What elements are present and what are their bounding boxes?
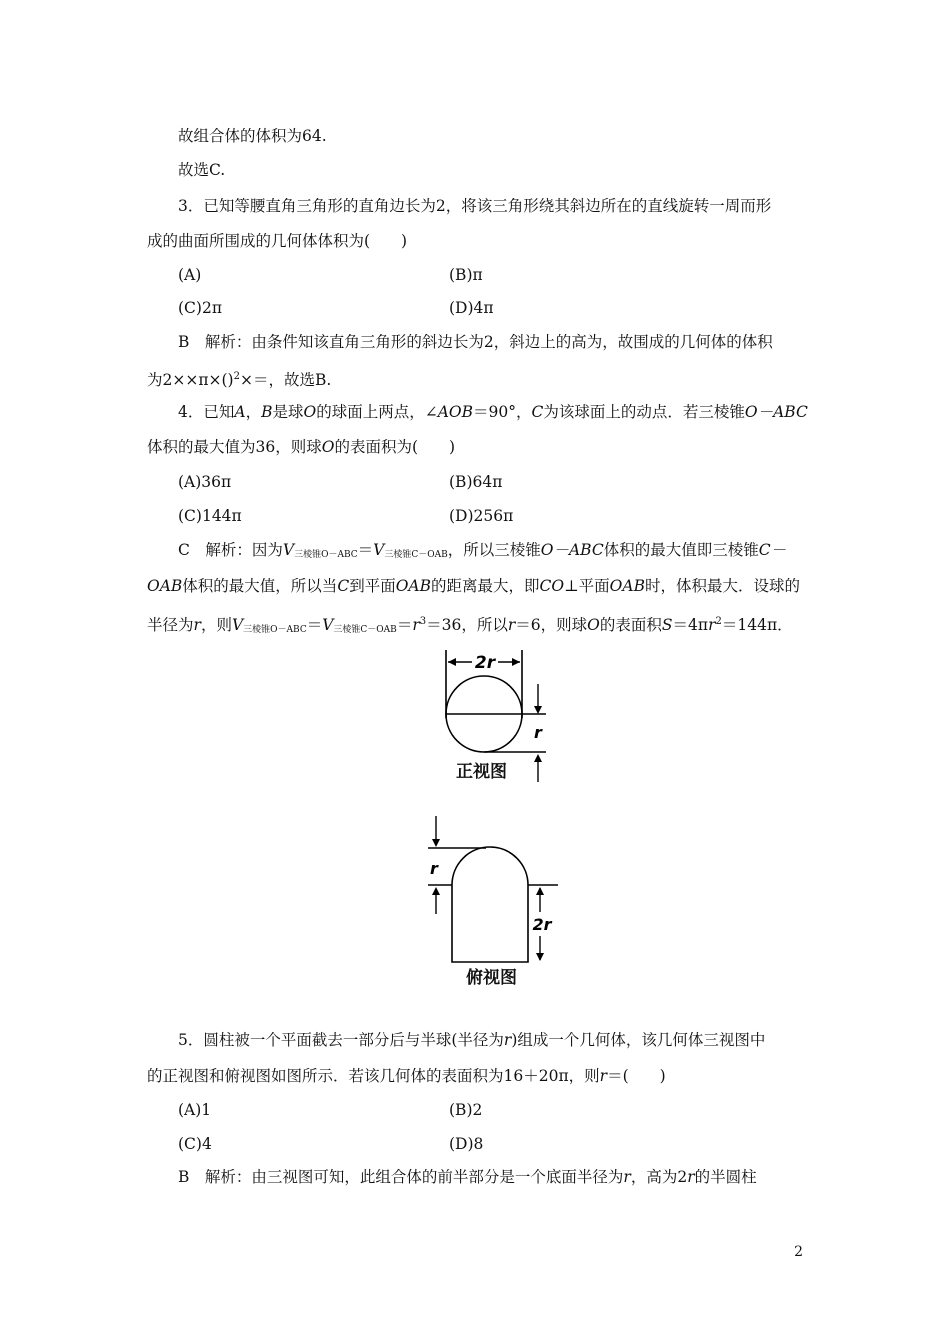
option-b	[449, 265, 483, 285]
var: B	[261, 403, 273, 421]
var: OAB	[147, 577, 183, 595]
text: 体积的最大值，所以当	[182, 577, 338, 595]
option-a	[178, 265, 201, 285]
superscript: 3	[419, 616, 427, 627]
text: 3．已知等腰直角三角形的直角边长为2，将该三角形绕其斜边所在的直线旋转一周而形	[178, 197, 772, 215]
answer-3-line-1	[178, 332, 773, 352]
text: ×＝，故选B.	[239, 371, 332, 389]
subscript: 三棱锥C－OAB	[333, 625, 397, 635]
option-c	[178, 506, 242, 526]
text: (A)1	[178, 1101, 212, 1119]
arrowhead	[432, 887, 440, 895]
text: 体积的最大值为36，则球	[147, 438, 322, 456]
text: 的距离最大，即	[431, 577, 540, 595]
answer-4-line-1	[178, 540, 786, 565]
var: O	[303, 403, 317, 421]
var: O	[321, 438, 335, 456]
text: 时，体积最大．设球的	[644, 577, 800, 595]
var: r	[687, 1168, 695, 1186]
text: 故选C.	[178, 161, 226, 179]
subscript: 三棱锥O－ABC	[294, 550, 358, 560]
arrowhead	[432, 839, 440, 847]
text: 为该球面上的动点．若三棱锥	[543, 403, 745, 421]
var: r	[623, 1168, 631, 1186]
dim-label-2r: 2r	[532, 915, 552, 934]
var: S	[661, 616, 673, 634]
option-d	[449, 506, 513, 526]
superscript: 2	[715, 616, 722, 627]
option-b	[449, 472, 502, 492]
answer-4-line-3	[147, 612, 793, 640]
var: AOB	[437, 403, 474, 421]
text: B 解析：由条件知该直角三角形的斜边长为2，斜边上的高为，故围成的几何体的体积	[178, 333, 773, 351]
text: (C)2π	[178, 299, 223, 317]
text: ＝6，则球	[515, 616, 588, 634]
text: ＝( )	[607, 1067, 666, 1085]
dim-label-2r: 2r	[474, 653, 496, 673]
text: ＝36，所以	[426, 616, 508, 634]
var: r	[507, 616, 516, 634]
text: ，所以三棱锥	[447, 541, 541, 559]
option-a	[178, 1100, 211, 1120]
text: 4．已知	[178, 403, 235, 421]
text: 是球	[272, 403, 304, 421]
text-line	[178, 160, 225, 180]
var: V	[282, 541, 295, 559]
var: O	[587, 616, 600, 634]
text: B 解析：由三视图可知，此组合体的前半部分是一个底面半径为	[178, 1168, 624, 1186]
text: 的正视图和俯视图如图所示．若该几何体的表面积为16＋20π，则	[147, 1067, 600, 1085]
arrowhead	[536, 953, 544, 961]
text: ＝144π．	[721, 616, 793, 634]
text: (B)π	[449, 266, 483, 284]
arrowhead	[536, 887, 544, 895]
question-4-line-2	[147, 437, 455, 457]
question-4-line-1	[178, 402, 808, 422]
text: ，高为2	[630, 1168, 688, 1186]
question-5-line-2	[147, 1066, 666, 1086]
var: OAB	[609, 577, 645, 595]
text-line	[178, 126, 327, 146]
option-c	[178, 298, 222, 318]
text: ，	[245, 403, 262, 421]
question-3-line-2	[147, 231, 407, 251]
arrowhead	[448, 658, 456, 666]
var: r	[412, 616, 420, 634]
text: ＝4π	[672, 616, 709, 634]
arrowhead	[534, 754, 542, 762]
text: 的半圆柱	[694, 1168, 757, 1186]
question-3-line-1	[178, 196, 771, 216]
var: CO	[539, 577, 565, 595]
text: ＝90°，	[473, 403, 532, 421]
option-d	[449, 298, 494, 318]
text: (D)8	[449, 1135, 484, 1153]
var: C	[531, 403, 544, 421]
var: r	[503, 1031, 512, 1049]
top-view-figure	[410, 812, 560, 964]
dim-label-r: r	[534, 723, 542, 742]
text: 到平面	[349, 577, 396, 595]
answer-5-line-1	[178, 1167, 757, 1187]
option-b	[449, 1100, 482, 1120]
subscript: 三棱锥C－OAB	[384, 550, 448, 560]
text: 的表面积	[599, 616, 662, 634]
text: ⊥平面	[564, 577, 610, 595]
question-5-line-1	[178, 1030, 765, 1050]
var: r	[193, 616, 201, 634]
text: (D)256π	[449, 507, 514, 525]
text: (D)4π	[449, 299, 494, 317]
var: V	[373, 541, 385, 559]
figure-caption: 正视图	[456, 762, 507, 782]
text: (A)	[178, 266, 202, 284]
text: ＝	[306, 616, 323, 634]
text: (A)36π	[178, 473, 232, 491]
text: 成的曲面所围成的几何体体积为( )	[147, 232, 408, 250]
var: A	[234, 403, 246, 421]
var: C－	[758, 541, 787, 559]
text: ＝	[396, 616, 413, 634]
text: 体积的最大值即三棱锥	[603, 541, 759, 559]
superscript: 2	[233, 371, 240, 382]
text: )组成一个几何体，该几何体三视图中	[511, 1031, 766, 1049]
arrowhead	[512, 658, 520, 666]
text: C 解析：因为	[178, 541, 283, 559]
text: 5．圆柱被一个平面截去一部分后与半球(半径为	[178, 1031, 504, 1049]
page-number: 2	[794, 1244, 803, 1260]
arrowhead	[534, 706, 542, 714]
option-d	[449, 1134, 483, 1154]
var: r	[708, 616, 716, 634]
text: (C)144π	[178, 507, 242, 525]
var: V	[322, 616, 334, 634]
var: O－ABC	[744, 403, 808, 421]
text: (B)2	[449, 1101, 483, 1119]
text: 半径为	[147, 616, 194, 634]
text: ，则	[200, 616, 232, 634]
text: ＝	[357, 541, 374, 559]
dim-label-r: r	[430, 859, 438, 878]
figure-caption: 俯视图	[466, 968, 517, 988]
text: (B)64π	[449, 473, 503, 491]
answer-3-line-2	[147, 367, 331, 390]
subscript: 三棱锥O－ABC	[243, 625, 307, 635]
var: r	[599, 1067, 608, 1085]
var: O－ABC	[540, 541, 604, 559]
var: OAB	[395, 577, 431, 595]
text: 的表面积为( )	[334, 438, 456, 456]
option-c	[178, 1134, 212, 1154]
var: V	[231, 616, 244, 634]
option-a	[178, 472, 231, 492]
text: 的球面上两点，∠	[316, 403, 438, 421]
text: 故组合体的体积为64.	[178, 127, 327, 145]
answer-4-line-2	[147, 576, 800, 596]
var: C	[337, 577, 350, 595]
text: 为2××π×()	[147, 371, 234, 389]
text: (C)4	[178, 1135, 212, 1153]
top-view-outline	[452, 847, 528, 962]
